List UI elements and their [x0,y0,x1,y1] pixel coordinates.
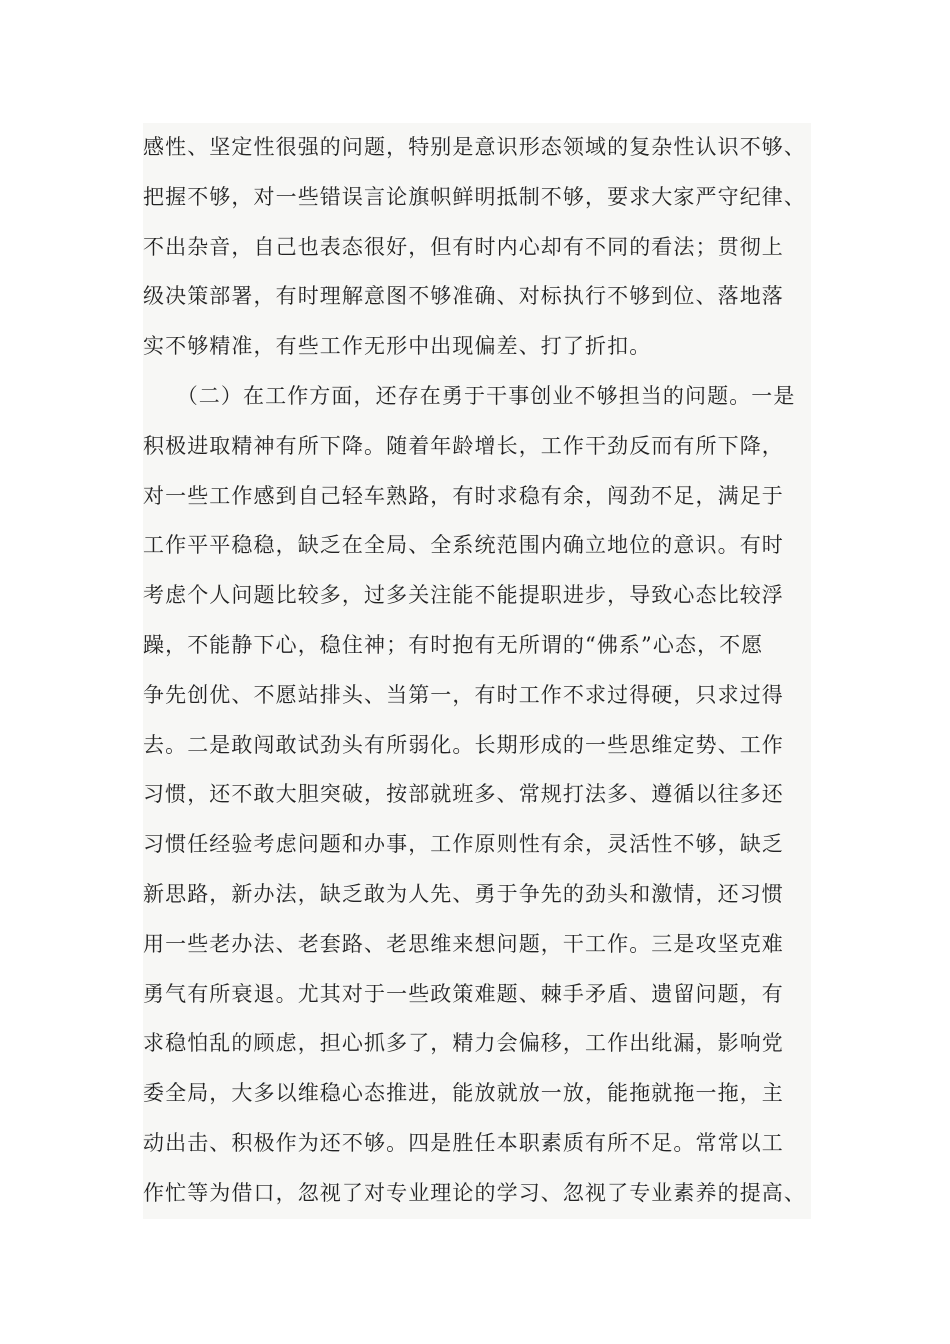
text-line: 委全局，大多以维稳心态推进，能放就放一放，能拖就拖一拖，主 [143,1081,784,1106]
text-line: （二）在工作方面，还存在勇于干事创业不够担当的问题。一是 [143,383,796,408]
text-line: 动出击、积极作为还不够。四是胜任本职素质有所不足。常常以工 [143,1130,784,1155]
text-line: 不出杂音，自己也表态很好，但有时内心却有不同的看法；贯彻上 [143,234,784,259]
text-line: 感性、坚定性很强的问题，特别是意识形态领域的复杂性认识不够、 [143,135,806,159]
text-line: 作忙等为借口，忽视了对专业理论的学习、忽视了专业素养的提高、 [143,1180,806,1205]
text-line: 把握不够，对一些错误言论旗帜鲜明抵制不够，要求大家严守纪律、 [143,184,806,209]
text-line: 躁，不能静下心，稳住神；有时抱有无所谓的“佛系”心态，不愿 [143,632,764,657]
text-line: 级决策部署，有时理解意图不够准确、对标执行不够到位、落地落 [143,284,784,309]
text-line: 对一些工作感到自己轻车熟路，有时求稳有余，闯劲不足，满足于 [143,483,784,508]
text-line: 求稳怕乱的顾虑，担心抓多了，精力会偏移，工作出纰漏，影响党 [143,1031,784,1056]
text-line: 习惯，还不敢大胆突破，按部就班多、常规打法多、遵循以往多还 [143,782,784,807]
text-line: 习惯任经验考虑问题和办事，工作原则性有余，灵活性不够，缺乏 [143,832,784,857]
text-line: 勇气有所衰退。尤其对于一些政策难题、棘手矛盾、遗留问题，有 [143,981,784,1006]
body-text [143,123,811,1219]
text-line: 工作平平稳稳，缺乏在全局、全系统范围内确立地位的意识。有时 [143,533,784,558]
text-line: 实不够精准，有些工作无形中出现偏差、打了折扣。 [143,334,652,359]
text-line: 积极进取精神有所下降。随着年龄增长，工作干劲反而有所下降， [143,433,784,458]
text-line: 新思路，新办法，缺乏敢为人先、勇于争先的劲头和激情，还习惯 [143,881,784,906]
text-line: 考虑个人问题比较多，过多关注能不能提职进步，导致心态比较浮 [143,583,784,608]
text-line: 争先创优、不愿站排头、当第一，有时工作不求过得硬，只求过得 [143,682,784,707]
text-line: 用一些老办法、老套路、老思维来想问题，干工作。三是攻坚克难 [143,931,784,956]
text-line: 去。二是敢闯敢试劲头有所弱化。长期形成的一些思维定势、工作 [143,732,784,757]
